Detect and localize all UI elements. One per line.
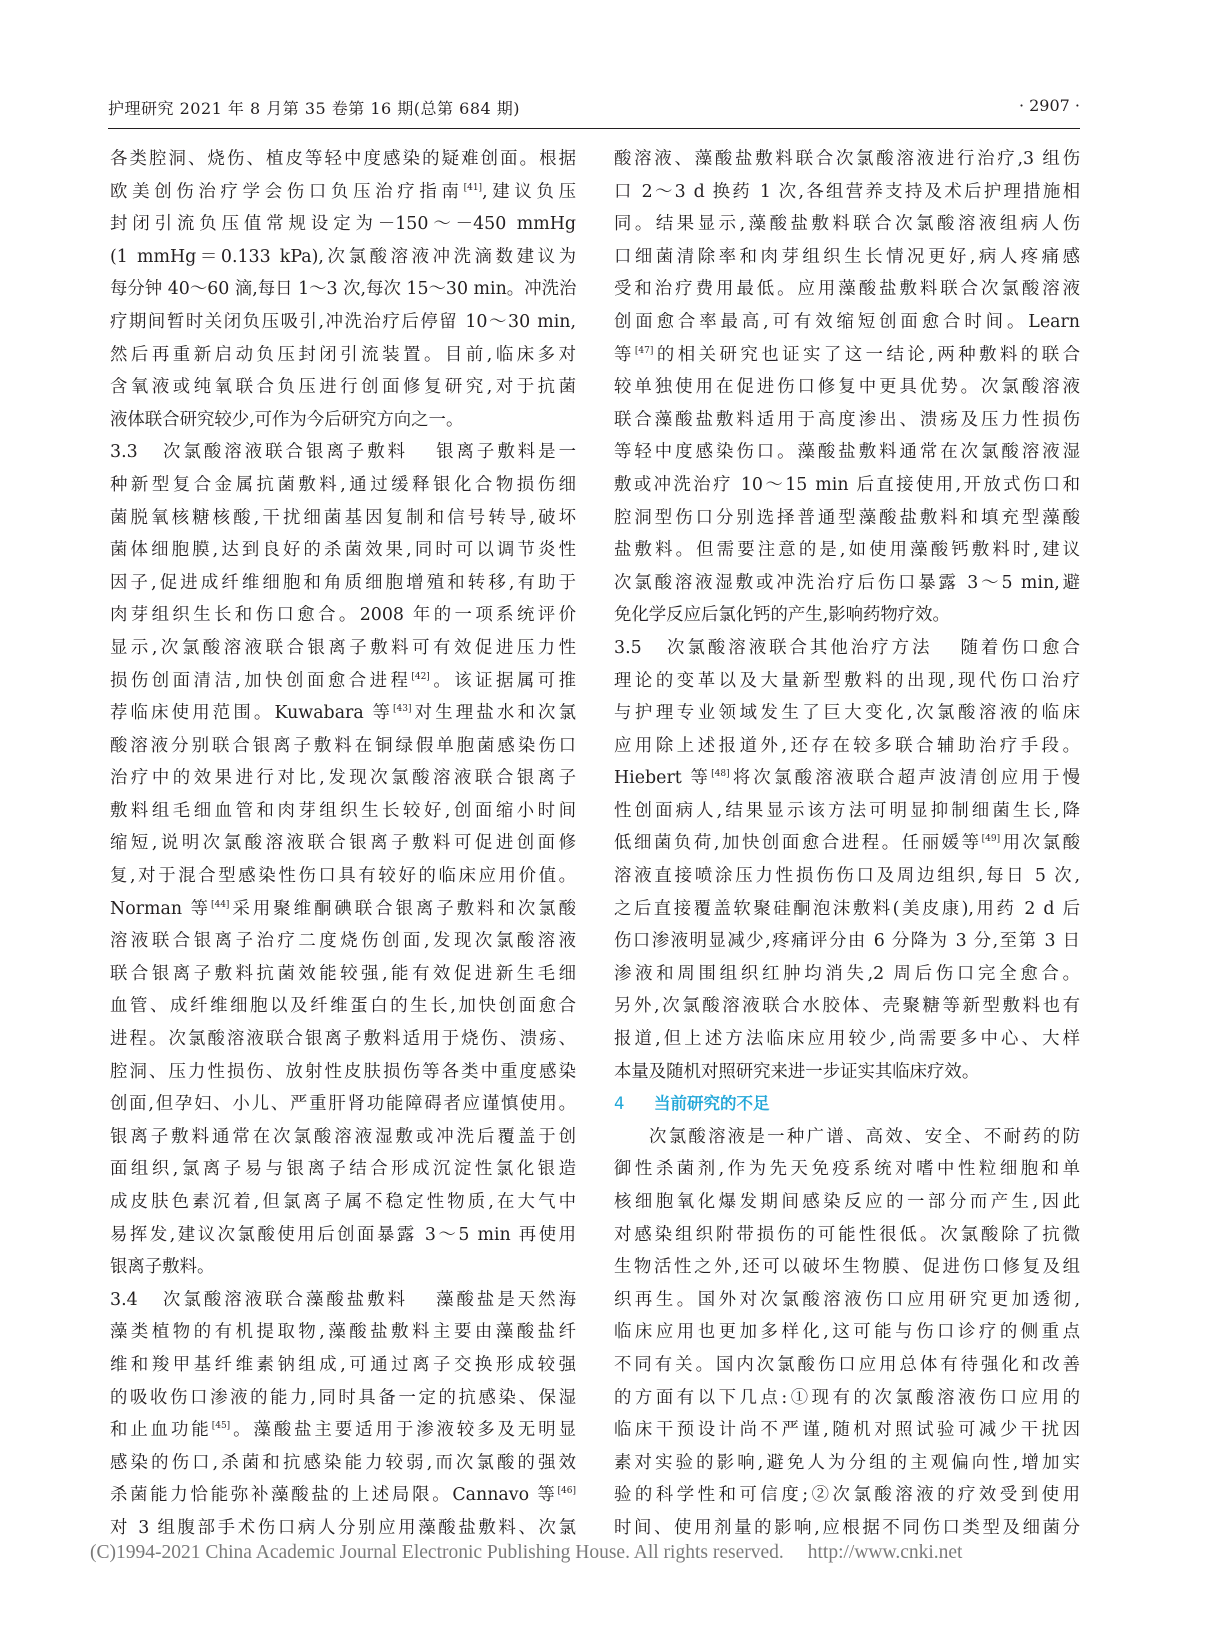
text-line: 渗液和周围组织红肿均消失,2 周后伤口完全愈合。 [614, 963, 1080, 984]
text-line: 因子,促进成纤维细胞和角质细胞增殖和转移,有助于 [110, 572, 576, 593]
text-line: 然后再重新启动负压封闭引流装置。目前,临床多对 [110, 344, 576, 365]
text-line: 治疗中的效果进行对比,发现次氯酸溶液联合银离子 [110, 768, 576, 789]
text-line: 御性杀菌剂,作为先天免疫系统对嗜中性粒细胞和单 [614, 1159, 1080, 1180]
text-line: 对感染组织附带损伤的可能性很低。次氯酸除了抗微 [614, 1224, 1080, 1245]
text-line: 之后直接覆盖软聚硅酮泡沫敷料(美皮康),用药 2 d 后 [614, 898, 1080, 919]
text-line: 创面愈合率最高,可有效缩短创面愈合时间。Learn [614, 311, 1080, 332]
text-line: 损伤创面清洁,加快创面愈合进程[42]。该证据属可推 [110, 670, 576, 691]
text-line: 种新型复合金属抗菌敷料,通过缓释银化合物损伤细 [110, 474, 576, 495]
section-title: 次氯酸溶液联合其他治疗方法 [664, 637, 933, 658]
text-line: 素对实验的影响,避免人为分组的主观偏向性,增加实 [614, 1452, 1080, 1473]
text-line: 临床应用也更加多样化,这可能与伤口诊疗的侧重点 [614, 1322, 1080, 1343]
text-line: 欧美创伤治疗学会伤口负压治疗指南[41],建议负压 [110, 181, 576, 202]
citation-ref[interactable]: [44] [210, 899, 230, 910]
section-title: 次氯酸溶液联合藻酸盐敷料 [160, 1289, 409, 1310]
text-line: 成皮肤色素沉着,但氯离子属不稳定性物质,在大气中 [110, 1192, 576, 1212]
text-line: 面组织,氯离子易与银离子结合形成沉淀性氯化银造 [110, 1159, 576, 1180]
text-line: 溶液直接喷涂压力性损伤伤口及周边组织,每日 5 次, [614, 866, 1080, 887]
text-line: 酸溶液、藻酸盐敷料联合次氯酸溶液进行治疗,3 组伤 [614, 149, 1080, 169]
copyright-footer [90, 1542, 1110, 1564]
text-line: (1 mmHg＝0.133 kPa),次氯酸溶液冲洗滴数建议为 [110, 246, 576, 267]
left-column [110, 143, 576, 1545]
text-line: 银离子敷料。 [110, 1257, 215, 1278]
text-line: 理论的变革以及大量新型敷料的出现,现代伤口治疗 [614, 670, 1080, 691]
text-line: 生物活性之外,还可以破坏生物膜、促进伤口修复及组 [614, 1257, 1080, 1278]
text-line: 菌脱氧核糖核酸,干扰细菌基因复制和信号转导,破坏 [110, 507, 576, 528]
citation-ref[interactable]: [41] [463, 182, 483, 193]
text-line: 易挥发,建议次氯酸使用后创面暴露 3～5 min 再使用 [110, 1224, 576, 1245]
text-line: 缩短,说明次氯酸溶液联合银离子敷料可促进创面修 [110, 833, 576, 854]
section-number: 3.4 [110, 1289, 138, 1310]
text-line: 各类腔洞、烧伤、植皮等轻中度感染的疑难创面。根据 [110, 149, 576, 169]
text-line: 联合银离子敷料抗菌效能较强,能有效促进新生毛细 [110, 963, 576, 984]
section-number: 3.3 [110, 442, 138, 463]
text-line: Hiebert 等[48]将次氯酸溶液联合超声波清创应用于慢 [614, 768, 1080, 789]
journal-issue: 护理研究 2021 年 8 月第 35 卷第 16 期(总第 684 期) [108, 99, 521, 118]
text-line: 受和治疗费用最低。应用藻酸盐敷料联合次氯酸溶液 [614, 279, 1080, 300]
text-line: 报道,但上述方法临床应用较少,尚需要多中心、大样 [614, 1029, 1080, 1050]
text-line: 维和羧甲基纤维素钠组成,可通过离子交换形成较强 [110, 1354, 576, 1375]
citation-ref[interactable]: [45] [211, 1421, 231, 1432]
text-line: 口 2～3 d 换药 1 次,各组营养支持及术后护理措施相 [614, 181, 1080, 202]
text-line: 与护理专业领域发生了巨大变化,次氯酸溶液的临床 [614, 703, 1080, 724]
section-heading-4 [614, 1088, 1080, 1121]
text-line: 盐敷料。但需要注意的是,如使用藻酸钙敷料时,建议 [614, 540, 1080, 561]
text-line: 联合藻酸盐敷料适用于高度渗出、溃疡及压力性损伤 [614, 409, 1080, 430]
right-column [614, 143, 1080, 1545]
text-line: 肉芽组织生长和伤口愈合。2008 年的一项系统评价 [110, 605, 576, 626]
text-line: 口细菌清除率和肉芽组织生长情况更好,病人疼痛感 [614, 246, 1080, 267]
text-line: Norman 等[44]采用聚维酮碘联合银离子敷料和次氯酸 [110, 898, 576, 919]
text-line: 液体联合研究较少,可作为今后研究方向之一。 [110, 409, 464, 430]
citation-ref[interactable]: [49] [981, 834, 1001, 845]
text-line: 免化学反应后氯化钙的产生,影响药物疗效。 [614, 605, 950, 626]
text-line: 伤口渗液明显减少,疼痛评分由 6 分降为 3 分,至第 3 日 [614, 931, 1080, 952]
text-line: 进程。次氯酸溶液联合银离子敷料适用于烧伤、溃疡、 [110, 1029, 576, 1050]
text-line: 疗期间暂时关闭负压吸引,冲洗治疗后停留 10～30 min, [110, 311, 576, 332]
text-line: 另外,次氯酸溶液联合水胶体、壳聚糖等新型敷料也有 [614, 996, 1080, 1017]
text-line: 敷或冲洗治疗 10～15 min 后直接使用,开放式伤口和 [614, 474, 1080, 495]
cnki-link[interactable]: http://www.cnki.net [807, 1542, 963, 1563]
section-heading-3-3: 3.3 次氯酸溶液联合银离子敷料 银离子敷料是一 [110, 436, 576, 469]
section-heading-3-4: 3.4 次氯酸溶液联合藻酸盐敷料 藻酸盐是天然海 [110, 1284, 576, 1317]
section-number: 4 [614, 1094, 625, 1114]
text-line: 显示,次氯酸溶液联合银离子敷料可有效促进压力性 [110, 637, 576, 658]
text-line: 应用除上述报道外,还存在较多联合辅助治疗手段。 [614, 735, 1080, 756]
text-line: 同。结果显示,藻酸盐敷料联合次氯酸溶液组病人伤 [614, 214, 1080, 235]
section-title: 当前研究的不足 [654, 1094, 770, 1114]
section-number: 3.5 [614, 637, 642, 658]
section-heading-3-5: 3.5 次氯酸溶液联合其他治疗方法 随着伤口愈合 [614, 632, 1080, 665]
citation-ref[interactable]: [46] [557, 1486, 576, 1497]
text-line: 次氯酸溶液是一种广谱、高效、安全、不耐药的防 [649, 1126, 1080, 1147]
text-line: 临床干预设计尚不严谨,随机对照试验可减少干扰因 [614, 1420, 1080, 1441]
text-line: 酸溶液分别联合银离子敷料在铜绿假单胞菌感染伤口 [110, 735, 576, 756]
text-line: 低细菌负荷,加快创面愈合进程。任丽媛等[49]用次氯酸 [614, 833, 1080, 854]
citation-ref[interactable]: [48] [711, 769, 730, 780]
text-line: 核细胞氧化爆发期间感染反应的一部分而产生,因此 [614, 1192, 1080, 1212]
text-line: 等[47]的相关研究也证实了这一结论,两种敷料的联合 [614, 344, 1080, 365]
header-divider [108, 128, 1080, 129]
text-line: 血管、成纤维细胞以及纤维蛋白的生长,加快创面愈合 [110, 996, 576, 1017]
text-line: 菌体细胞膜,达到良好的杀菌效果,同时可以调节炎性 [110, 540, 576, 561]
copyright-text: (C)1994-2021 China Academic Journal Electronic Publishing House. All rights reserved. [90, 1542, 784, 1563]
text-line: 每分钟 40～60 滴,每日 1～3 次,每次 15～30 min。冲洗治 [110, 279, 577, 300]
citation-ref[interactable]: [47] [634, 345, 654, 356]
text-line: 的吸收伤口渗液的能力,同时具备一定的抗感染、保湿 [110, 1387, 576, 1408]
text-line: 银离子敷料通常在次氯酸溶液湿敷或冲洗后覆盖于创 [110, 1126, 576, 1147]
text-line: 织再生。国外对次氯酸溶液伤口应用研究更加透彻, [614, 1289, 1080, 1310]
citation-ref[interactable]: [43] [393, 704, 412, 715]
running-header [108, 96, 1080, 130]
text-line: 敷料组毛细血管和肉芽组织生长较好,创面缩小时间 [110, 800, 576, 821]
text-line: 封闭引流负压值常规设定为－150～－450 mmHg [110, 214, 576, 235]
citation-ref[interactable]: [42] [411, 671, 430, 682]
section-title: 次氯酸溶液联合银离子敷料 [160, 442, 409, 463]
text-line: 较单独使用在促进伤口修复中更具优势。次氯酸溶液 [614, 377, 1080, 398]
text-line: 次氯酸溶液湿敷或冲洗治疗后伤口暴露 3～5 min,避 [614, 572, 1080, 593]
text-line: 创面,但孕妇、小儿、严重肝肾功能障碍者应谨慎使用。 [110, 1094, 576, 1115]
text-line: 和止血功能[45]。藻酸盐主要适用于渗液较多及无明显 [110, 1420, 576, 1441]
text-line: 藻类植物的有机提取物,藻酸盐敷料主要由藻酸盐纤 [110, 1322, 576, 1343]
text-line: 本量及随机对照研究来进一步证实其临床疗效。 [614, 1061, 980, 1082]
text-line: 杀菌能力恰能弥补藻酸盐的上述局限。Cannavo 等[46] [110, 1485, 576, 1506]
text-line: 不同有关。国内次氯酸伤口应用总体有待强化和改善 [614, 1354, 1080, 1375]
text-line: 对 3 组腹部手术伤口病人分别应用藻酸盐敷料、次氯 [110, 1517, 576, 1538]
text-line: 性创面病人,结果显示该方法可明显抑制细菌生长,降 [614, 800, 1080, 821]
text-line: 溶液联合银离子治疗二度烧伤创面,发现次氯酸溶液 [110, 931, 576, 952]
text-line: 腔洞、压力性损伤、放射性皮肤损伤等各类中重度感染 [110, 1061, 576, 1082]
text-line: 含氧液或纯氧联合负压进行创面修复研究,对于抗菌 [110, 377, 576, 398]
text-line: 复,对于混合型感染性伤口具有较好的临床应用价值。 [110, 866, 576, 887]
text-line: 感染的伤口,杀菌和抗感染能力较弱,而次氯酸的强效 [110, 1452, 576, 1473]
page-number: · 2907 · [1018, 96, 1080, 115]
text-line: 时间、使用剂量的影响,应根据不同伤口类型及细菌分 [614, 1517, 1080, 1538]
text-line: 腔洞型伤口分别选择普通型藻酸盐敷料和填充型藻酸 [614, 507, 1080, 528]
text-line: 荐临床使用范围。Kuwabara 等[43]对生理盐水和次氯 [110, 703, 576, 724]
text-line: 等轻中度感染伤口。藻酸盐敷料通常在次氯酸溶液湿 [614, 442, 1080, 463]
text-line: 的方面有以下几点:①现有的次氯酸溶液伤口应用的 [614, 1387, 1080, 1408]
text-line: 验的科学性和可信度;②次氯酸溶液的疗效受到使用 [614, 1485, 1080, 1506]
